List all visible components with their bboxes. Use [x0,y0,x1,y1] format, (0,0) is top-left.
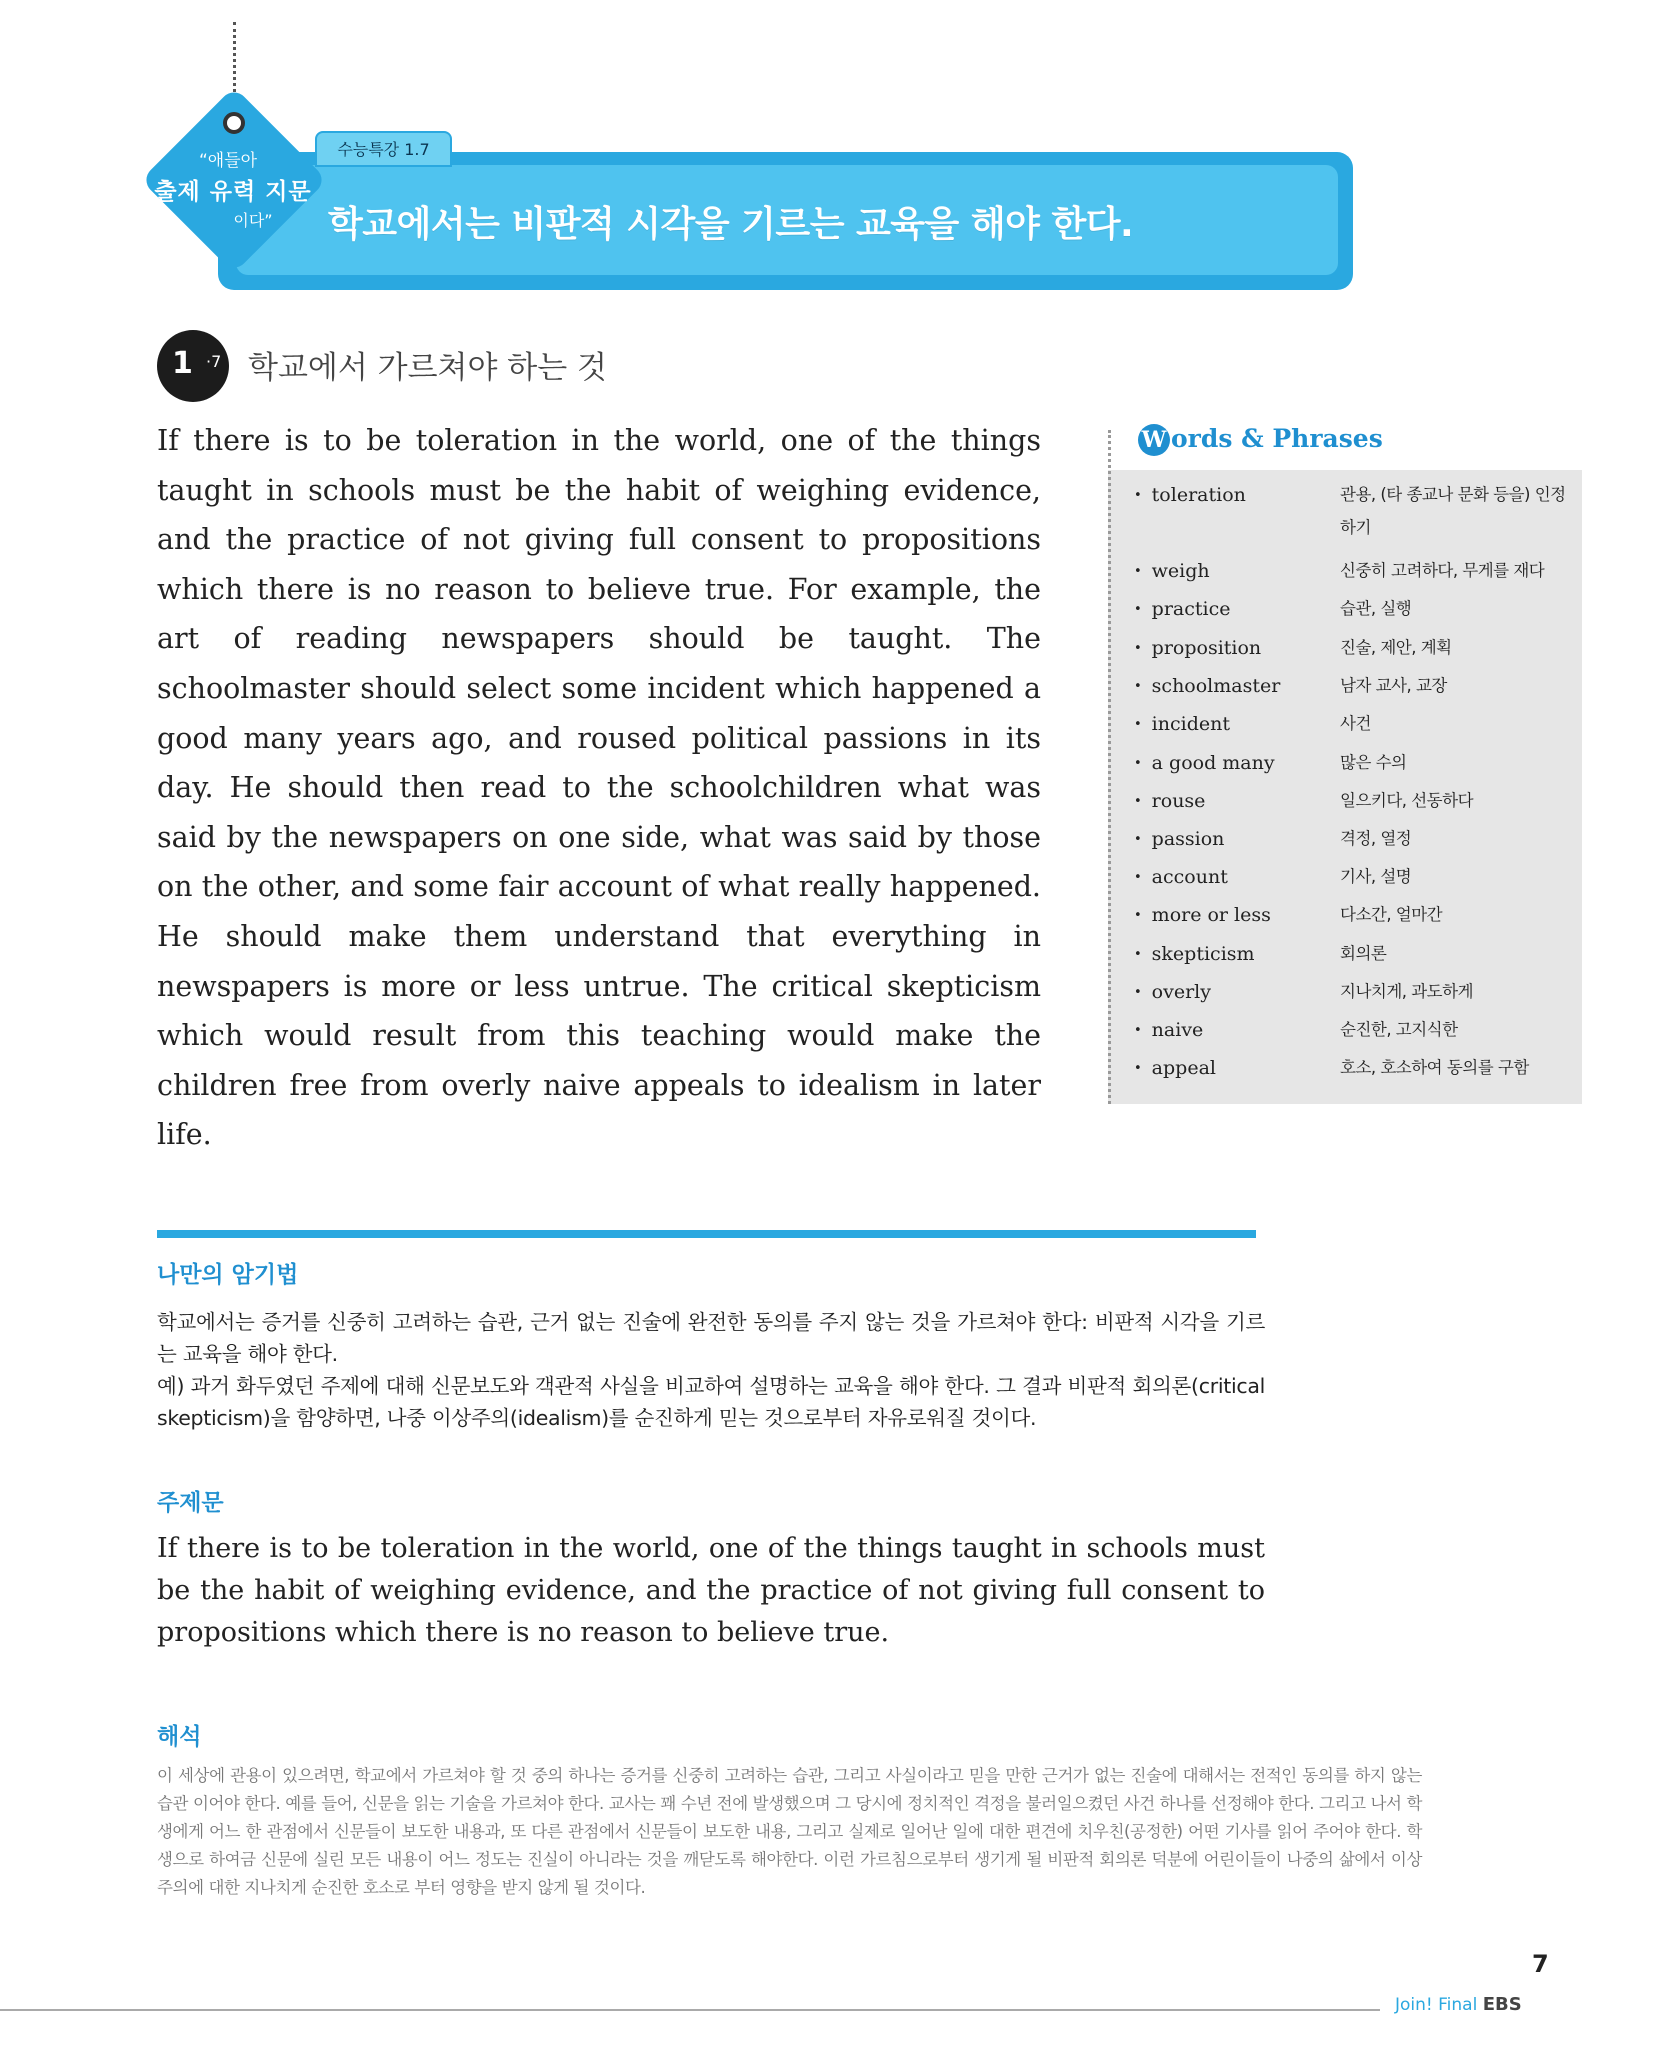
footer-brand-prefix: Join! Final [1395,1995,1483,2015]
topic-heading: 주제문 [157,1490,224,1516]
vocab-meaning: 일으키다, 선동하다 [1340,791,1474,810]
vocab-meaning: 남자 교사, 교장 [1340,676,1447,695]
vocab-meaning: 사건 [1340,714,1371,733]
vocab-term: • rouse [1134,790,1334,812]
section-title: 학교에서 가르쳐야 하는 것 [248,350,607,386]
vocab-meaning: 호소, 호소하여 동의를 구함 [1340,1058,1529,1077]
memory-tip-paragraph-1: 학교에서는 증거를 신중히 고려하는 습관, 근거 없는 진술에 완전한 동의를 주지 않는 것을 가르쳐야 한다: 비판적 시각을 기르는 교육을 해야 한다. [157,1310,1265,1366]
words-phrases-title [1138,424,1383,456]
vocab-term: • practice [1134,598,1334,620]
memory-tip-paragraph-2: 예) 과거 화두였던 주제에 대해 신문보도와 객관적 사실을 비교하여 설명하는 교육을 해야 한다. 그 결과 비판적 회의론(critical skepticism)을 함양하면, 나중 이상주의(idealism)를 순진하게 믿는 것으로부터 자유로워질 것이다. [157,1374,1265,1430]
hanging-ring-icon [223,112,245,134]
vocab-term: • appeal [1134,1057,1334,1079]
vocab-meaning: 습관, 실행 [1340,599,1412,618]
vocab-meaning: 신중히 고려하다, 무게를 재다 [1340,561,1545,580]
translation-heading: 해석 [157,1724,202,1750]
vocab-term: • proposition [1134,637,1334,659]
vocab-term: • weigh [1134,560,1334,582]
vocab-meaning: 격정, 열정 [1340,829,1412,848]
footer-rule [0,2009,1380,2011]
vocab-meaning: 순진한, 고지식한 [1340,1020,1458,1039]
vocab-meaning: 관용, (타 종교나 문화 등을) 인정하기 [1340,485,1566,537]
vocab-term: • toleration [1134,484,1334,506]
words-phrases-divider [1108,430,1111,1104]
section-number-badge [157,330,229,402]
vocab-meaning: 기사, 설명 [1340,867,1412,886]
page-title: 학교에서는 비판적 시각을 기르는 교육을 해야 한다. [328,204,1134,245]
vocab-term: • incident [1134,713,1334,735]
footer-brand [1395,1994,1522,2015]
vocab-meaning: 회의론 [1340,944,1387,963]
vocab-term: • a good many [1134,752,1334,774]
vocab-term: • account [1134,866,1334,888]
vocab-meaning: 많은 수의 [1340,753,1407,772]
footer-brand-ebs: EBS [1482,1994,1522,2015]
badge-line-2: 출제 유력 지문 [154,179,312,205]
w-circle-icon: W [1138,424,1170,456]
vocab-term: • skepticism [1134,943,1334,965]
vocab-term: • passion [1134,828,1334,850]
translation-text: 이 세상에 관용이 있으려면, 학교에서 가르쳐야 할 것 중의 하나는 증거를 신중히 고려하는 습관, 그리고 사실이라고 믿을 만한 근거가 없는 진술에 대해서는 전적인 동의를 하지 않는 습관 이어야 한다. 예를 들어, 신문을 읽는 기술을 가르쳐야 한다. 교사는 꽤 수년 전에 발생했으며 그 당시에 정치적인 격정을 불러일으켰던 사건 하나를 선정해야 한다. 그리고 나서 학생에게 어느 한 관점에서 신문들이 보도한 내용과, 또 다른 관점에서 신문들이 보도한 내용, 그리고 실제로 일어난 일에 대한 편견에 치우친(공정한) 어떤 기사를 읽어 주어야 한다. 학생으로 하여금 신문에 실린 모든 내용이 어느 정도는 진실이 아니라는 것을 깨닫도록 해야한다. 이런 가르침으로부터 생기게 될 비판적 회의론 덕분에 어린이들이 나중의 삶에서 이상주의에 대한 지나치게 순진한 호소로 부터 영향을 받지 않게 될 것이다. [157,1766,1422,1897]
reading-passage: If there is to be toleration in the world, one of the things taught in schools must be the habit of weighing evidence, and the practice of not giving full consent to propositions which there is no reason to believe true. For example, the art of reading newspapers should be taught. The schoolmaster should select some incident which happened a good many years ago, and roused political passions in its day. He should then read to the schoolchildren what was said by the newspapers on one side, what was said by those on the other, and some fair account of what really happened. He should make them understand that everything in newspapers is more or less untrue. The critical skepticism which would result from this teaching would make the children free from overly naive appeals to idealism in later life. [157,424,1041,1152]
vocab-meaning: 지나치게, 과도하게 [1340,982,1474,1001]
badge-line-3: 이다” [233,211,273,230]
memory-tip-heading: 나만의 암기법 [157,1262,299,1288]
vocab-term: • naive [1134,1019,1334,1041]
section-sub-number: ·7 [206,352,222,371]
section-divider [157,1230,1256,1238]
page-number: 7 [1532,1950,1549,1978]
memory-tip-text [157,1306,1265,1434]
vocab-meaning: 진술, 제안, 계획 [1340,638,1452,657]
badge-text [140,140,326,250]
words-phrases-title-rest: ords & Phrases [1171,424,1383,453]
badge-line-1: “애들아 [198,151,258,171]
topic-sentence: If there is to be toleration in the world, one of the things taught in schools must be the habit of weighing evidence, and the practice of not giving full consent to propositions which there is no reason to believe true. [157,1533,1265,1648]
source-tag: 수능특강 1.7 [315,131,452,167]
vocab-term: • schoolmaster [1134,675,1334,697]
section-number: 1 [172,346,193,381]
vocab-term: • overly [1134,981,1334,1003]
vocab-meaning: 다소간, 얼마간 [1340,905,1443,924]
vocab-term: • more or less [1134,904,1334,926]
